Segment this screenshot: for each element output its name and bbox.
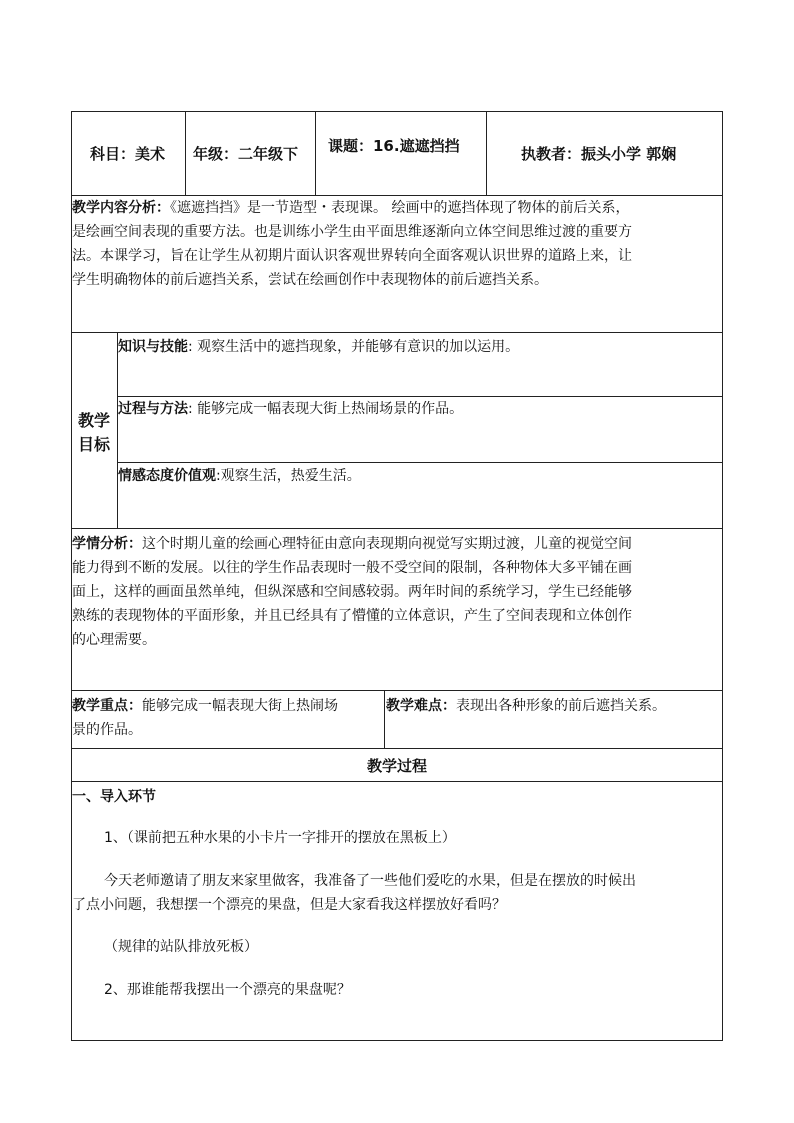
objective-process: 过程与方法: 能够完成一幅表现大街上热闹场景的作品。 [118, 401, 464, 417]
key-points-line-1: 教学重点：能够完成一幅表现大街上热闹场 [72, 698, 338, 714]
row-divider-objectives [71, 528, 723, 529]
content-analysis-line-1: 教学内容分析：《遮遮挡挡》是一节造型・表现课。 绘画中的遮挡体现了物体的前后关系， [72, 200, 630, 216]
content-analysis-line-2: 是绘画空间表现的重要方法。也是训练小学生由平面思维逐渐向立体空间思维过渡的重要方 [72, 224, 632, 240]
row-divider-obj-2 [117, 462, 723, 463]
header-col-3 [486, 111, 487, 195]
table-border-bottom [71, 1040, 723, 1041]
row-divider-content [71, 332, 723, 333]
key-points-line-2: 景的作品。 [72, 722, 142, 738]
student-analysis-line-3: 面上，这样的画面虽然单纯，但纵深感和空间感较弱。两年时间的系统学习，学生已经能够 [72, 584, 632, 600]
difficulty-label: 教学难点： [386, 698, 456, 714]
student-analysis-line-4: 熟练的表现物体的平面形象，并且已经具有了懵懂的立体意识，产生了空间表现和立体创作 [72, 608, 632, 624]
objectives-label-1: 教学 [78, 411, 111, 430]
keypoints-col [384, 690, 385, 748]
content-analysis-line-4: 学生明确物体的前后遮挡关系，尝试在绘画创作中表现物体的前后遮挡关系。 [72, 272, 548, 288]
student-analysis [72, 532, 720, 652]
student-analysis-line-1: 学情分析：这个时期儿童的绘画心理特征由意向表现期向视觉写实期过渡，儿童的视觉空间 [72, 536, 632, 552]
table-border-right [722, 111, 723, 1041]
objective-attitude: 情感态度价值观:观察生活，热爱生活。 [118, 468, 361, 484]
content-analysis-label: 教学内容分析： [72, 200, 170, 216]
difficulty-line: 教学难点：表现出各种形象的前后遮挡关系。 [386, 698, 666, 714]
header-col-1 [185, 111, 186, 195]
process-paragraph-3: （规律的站队排放死板） [104, 939, 258, 955]
header-col-2 [315, 111, 316, 195]
row-divider-student [71, 690, 723, 691]
student-analysis-line-5: 的心理需要。 [72, 632, 156, 648]
key-points-label: 教学重点： [72, 698, 142, 714]
content-analysis-line-3: 法。本课学习，旨在让学生从初期片面认识客观世界转向全面客观认识世界的道路上来，让 [72, 248, 632, 264]
row-divider-process-title [71, 781, 723, 782]
section-intro: 一、导入环节 [72, 789, 156, 805]
process-title: 教学过程 [366, 757, 427, 775]
process-paragraph-1: 1、（课前把五种水果的小卡片一字排开的摆放在黑板上） [104, 830, 456, 846]
teacher-cell: 执教者：振头小学 郭娴 [521, 145, 677, 163]
student-analysis-line-2: 能力得到不断的发展。以往的学生作品表现时一般不受空间的限制，各种物体大多平铺在画 [72, 560, 632, 576]
table-border-top [71, 111, 723, 112]
process-paragraph-4: 2、那谁能帮我摆出一个漂亮的果盘呢？ [104, 982, 351, 998]
key-points [72, 694, 382, 742]
topic-cell: 课题：16.遮遮挡挡 [328, 137, 460, 155]
objectives-label-2: 目标 [78, 435, 111, 454]
process-paragraph-2b: 了点小问题，我想摆一个漂亮的果盘，但是大家看我这样摆放好看吗？ [72, 897, 506, 913]
process-paragraph-2a: 今天老师邀请了朋友来家里做客，我准备了一些他们爱吃的水果，但是在摆放的时候出 [104, 873, 636, 889]
difficulty [386, 694, 720, 718]
subject-cell: 科目：美术 [90, 145, 166, 163]
row-divider-obj-1 [117, 396, 723, 397]
grade-cell: 年级：二年级下 [193, 145, 299, 163]
row-divider-keypoints [71, 748, 723, 749]
student-analysis-label: 学情分析： [72, 536, 142, 552]
objective-knowledge: 知识与技能: 观察生活中的遮挡现象，并能够有意识的加以运用。 [118, 339, 520, 355]
objectives-label-col [117, 332, 118, 528]
content-analysis [72, 196, 720, 292]
